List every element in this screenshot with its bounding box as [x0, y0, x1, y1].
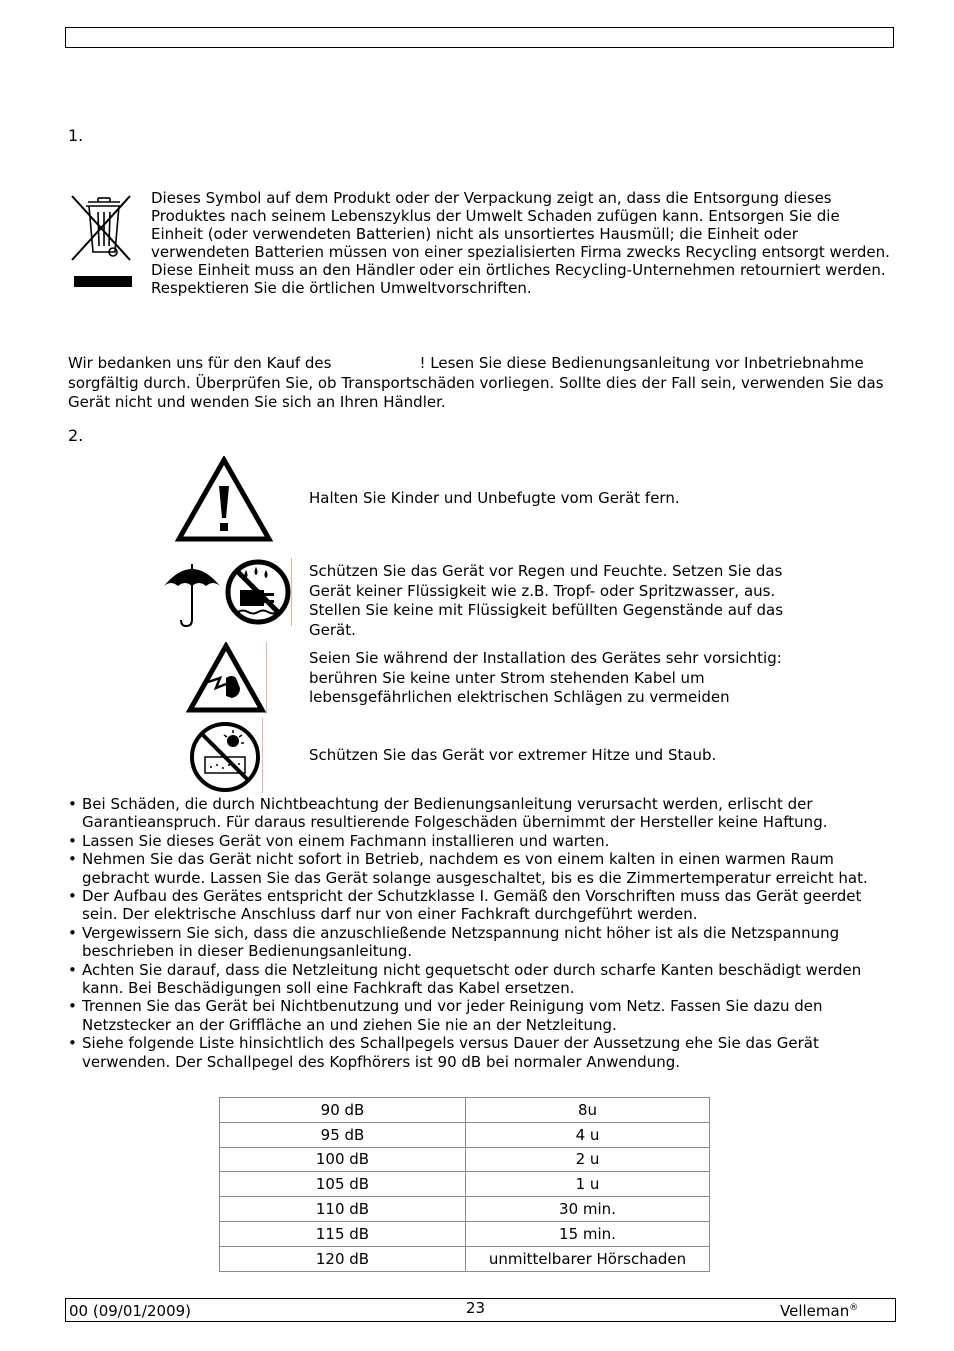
table-cell: 95 dB — [220, 1122, 466, 1147]
list-item: • Nehmen Sie das Gerät nicht sofort in Betrieb, nachdem es von einem kalten in einen warmen Raum gebracht wurde. Lassen Sie das Gerät solange ausgeschaltet, bis es die Zimmertemperatur erreicht hat. — [68, 850, 892, 887]
no-heat-dust-icon — [187, 721, 263, 793]
weee-bin-icon — [68, 192, 136, 290]
table-cell: 110 dB — [220, 1197, 466, 1222]
table-cell: 8u — [466, 1098, 710, 1123]
table-cell: unmittelbarer Hörschaden — [466, 1246, 710, 1271]
footer-brand — [780, 1302, 858, 1320]
table-row — [220, 1122, 710, 1147]
table-cell: 100 dB — [220, 1147, 466, 1172]
table-row — [220, 1098, 710, 1123]
weee-disposal-text: Dieses Symbol auf dem Produkt oder der Verpackung zeigt an, dass die Entsorgung dieses Produktes nach seinem Lebenszyklus der Umwelt Schaden zufügen kann. Entsorgen Sie die Einheit (oder verwendeten Batterien) nicht als unsortiertes Hausmüll; die Einheit oder verwendeten Batterien müssen von einer spezialisierten Firma zwecks Recycling entsorgt werden. Diese Einheit muss an den Händler oder ein örtliches Recycling-Unternehmen retourniert werden. Respektieren Sie die örtlichen Umweltvorschriften. — [151, 189, 890, 297]
footer-page-number: 23 — [466, 1299, 486, 1317]
list-item: • Lassen Sie dieses Gerät von einem Fachmann installieren und warten. — [68, 832, 892, 850]
footer-registered-mark: ® — [849, 1303, 859, 1313]
table-row — [220, 1221, 710, 1246]
footer-version: 00 (09/01/2009) — [69, 1302, 192, 1320]
list-item: • Bei Schäden, die durch Nichtbeachtung der Bedienungsanleitung verursacht werden, erlischt der Garantieanspruch. Für daraus resultierende Folgeschäden übernimmt der Hersteller keine Haftung. — [68, 795, 892, 832]
section-2-number: 2. — [68, 426, 84, 445]
warning-electric-text: Seien Sie während der Installation des Gerätes sehr vorsichtig: berühren Sie keine unter Strom stehenden Kabel um lebensgefährlichen elektrischen Schlägen zu vermeiden — [309, 649, 782, 706]
table-cell: 4 u — [466, 1122, 710, 1147]
list-item: • Achten Sie darauf, dass die Netzleitung nicht gequetscht oder durch scharfe Kanten beschädigt werden kann. Bei Beschädigungen soll eine Fachkraft das Kabel ersetzen. — [68, 961, 892, 998]
warning-children-text: Halten Sie Kinder und Unbefugte vom Gerät fern. — [309, 489, 680, 507]
table-cell: 30 min. — [466, 1197, 710, 1222]
warning-triangle-icon — [175, 456, 273, 542]
warning-moisture-text: Schützen Sie das Gerät vor Regen und Feuchte. Setzen Sie das Gerät keiner Flüssigkeit wie z.B. Tropf- oder Spritzwasser, aus. Stellen Sie keine mit Flüssigkeit befüllten Gegenstände auf das Gerät. — [309, 562, 784, 639]
divider-line — [266, 642, 267, 714]
section-1-number: 1. — [68, 126, 84, 145]
footer-brand-name: Velleman — [780, 1302, 850, 1320]
divider-line — [262, 718, 263, 793]
table-row — [220, 1246, 710, 1271]
table-cell: 1 u — [466, 1172, 710, 1197]
thanks-paragraph — [68, 354, 894, 413]
table-cell: 90 dB — [220, 1098, 466, 1123]
table-cell: 105 dB — [220, 1172, 466, 1197]
noise-level-table — [219, 1097, 710, 1272]
warning-heat-text: Schützen Sie das Gerät vor extremer Hitze und Staub. — [309, 746, 717, 764]
list-item: • Vergewissern Sie sich, dass die anzuschließende Netzspannung nicht höher ist als die Netzspannung beschrieben in dieser Bedienungsanleitung. — [68, 924, 892, 961]
table-row — [220, 1147, 710, 1172]
divider-line — [291, 558, 292, 626]
header-box — [65, 27, 894, 48]
no-liquid-icon — [224, 558, 292, 626]
list-item: • Siehe folgende Liste hinsichtlich des Schallpegels versus Dauer der Aussetzung ehe Sie das Gerät verwenden. Der Schallpegel des Kopfhörers ist 90 dB bei normaler Anwendung. — [68, 1034, 892, 1071]
table-cell: 115 dB — [220, 1221, 466, 1246]
table-cell: 120 dB — [220, 1246, 466, 1271]
electric-shock-icon — [186, 642, 266, 714]
table-cell: 15 min. — [466, 1221, 710, 1246]
table-row — [220, 1197, 710, 1222]
thanks-text-part2: ! Lesen Sie diese Bedienungsanleitung vor Inbetriebnahme sorgfältig durch. Überprüfen Sie, ob Transportschäden vorliegen. Sollte dies der Fall sein, verwenden Sie das Gerät nicht und wenden Sie sich an Ihren Händler. — [68, 354, 884, 411]
list-item: • Der Aufbau des Gerätes entspricht der Schutzklasse I. Gemäß den Vorschriften muss das Gerät geerdet sein. Der elektrische Anschluss darf nur von einer Fachkraft durchgeführt werden. — [68, 887, 892, 924]
table-row — [220, 1172, 710, 1197]
thanks-text-part1: Wir bedanken uns für den Kauf des — [68, 354, 332, 372]
safety-bullet-list — [68, 795, 892, 1071]
umbrella-icon — [161, 556, 223, 628]
list-item: • Trennen Sie das Gerät bei Nichtbenutzung und vor jeder Reinigung vom Netz. Fassen Sie dazu den Netzstecker an der Griffläche an und ziehen Sie nie an der Netzleitung. — [68, 997, 892, 1034]
table-cell: 2 u — [466, 1147, 710, 1172]
